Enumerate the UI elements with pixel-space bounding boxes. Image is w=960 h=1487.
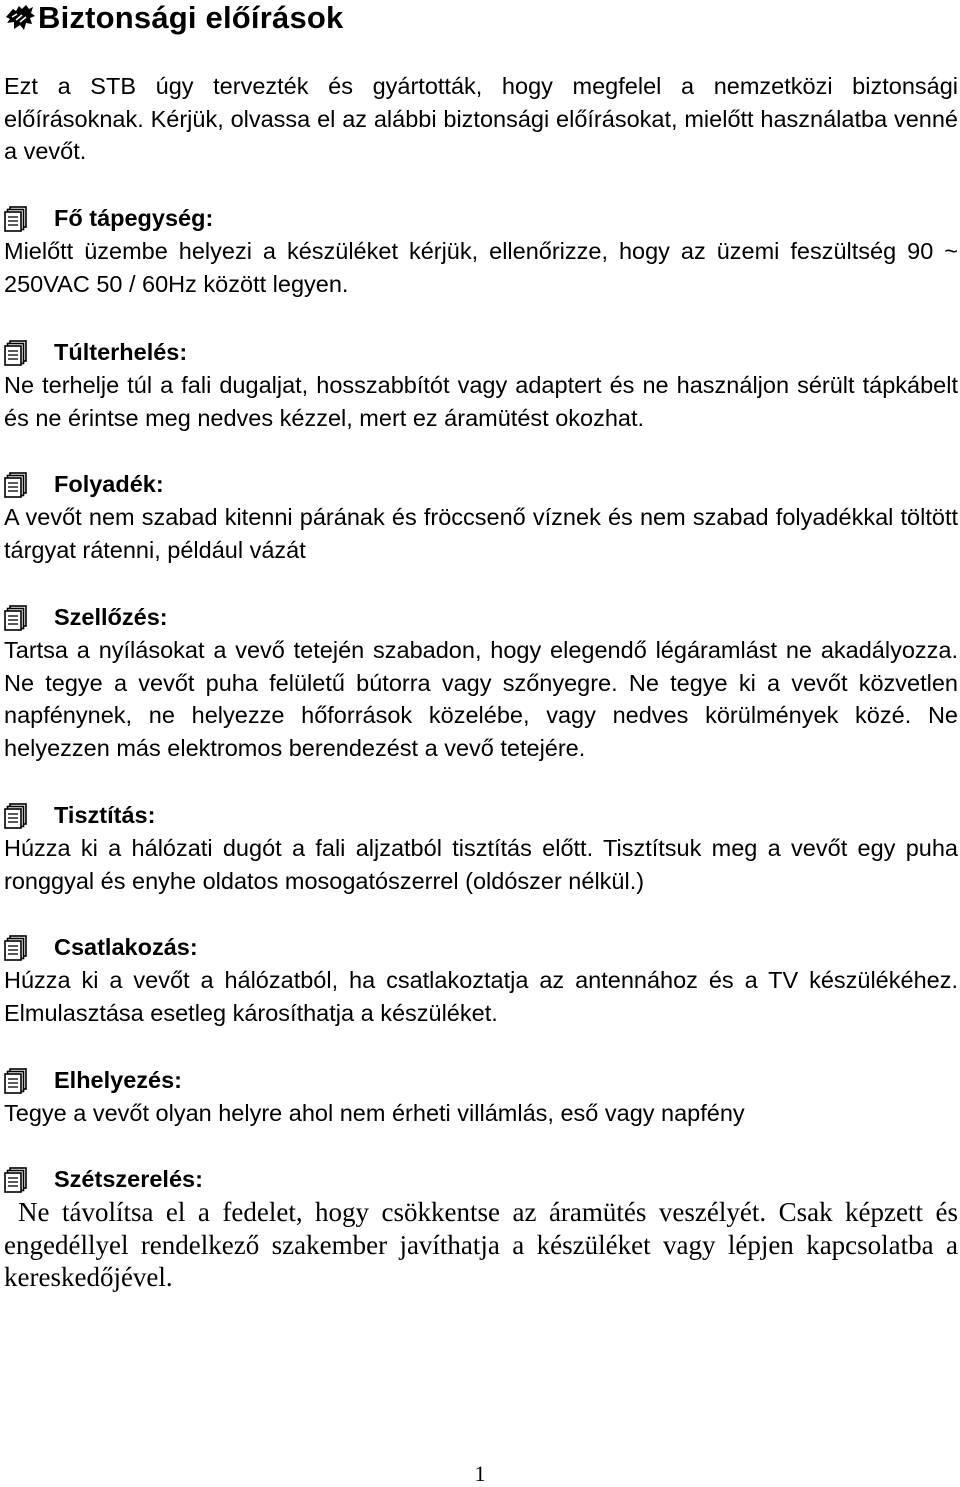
notepad-icon xyxy=(4,1068,28,1094)
notepad-icon xyxy=(4,935,28,961)
section-heading xyxy=(4,336,958,369)
section-heading xyxy=(4,799,958,832)
title-text: Biztonsági előírások xyxy=(38,0,344,35)
section-text: Ne távolítsa el a fedelet, hogy csökkentse az áramütés veszélyét. Csak képzett és engedéllyel rendelkező szakember javíthatja a készüléket vagy lépjen kapcsolatba a kereskedőjével. xyxy=(4,1197,958,1293)
section-text: Mielőtt üzembe helyezi a készüléket kérjük, ellenőrizze, hogy az üzemi feszültség 90 ~ 250VAC 50 / 60Hz között legyen. xyxy=(4,238,958,297)
notepad-icon xyxy=(4,206,28,232)
section-connection xyxy=(4,931,958,1029)
section-text: Húzza ki a vevőt a hálózatból, ha csatlakoztatja az antennához és a TV készülékéhez. Elmulasztása esetleg károsíthatja a készüléket. xyxy=(4,967,958,1026)
notepad-icon xyxy=(4,803,28,829)
page-title xyxy=(4,0,343,36)
notepad-icon xyxy=(4,605,28,631)
section-placement xyxy=(4,1064,958,1130)
section-heading xyxy=(4,601,958,634)
hand-icon xyxy=(4,3,36,33)
section-heading-text: Túlterhelés: xyxy=(54,339,188,365)
section-ventilation xyxy=(4,601,958,764)
section-heading-text: Csatlakozás: xyxy=(54,934,198,960)
section-text: Ne terhelje túl a fali dugaljat, hosszabbítót vagy adaptert és ne használjon sérült tápkábelt és ne érintse meg nedves kézzel, mert ez áramütést okozhat. xyxy=(4,372,958,431)
section-heading xyxy=(4,931,958,964)
section-text: Húzza ki a hálózati dugót a fali aljzatból tisztítás előtt. Tisztítsuk meg a vevőt egy puha ronggyal és enyhe oldatos mosogatószerrel (oldószer nélkül.) xyxy=(4,835,958,894)
section-heading xyxy=(4,1163,958,1196)
notepad-icon xyxy=(4,340,28,366)
section-heading xyxy=(4,1064,958,1097)
section-text: Tegye a vevőt olyan helyre ahol nem érheti villámlás, eső vagy napfény xyxy=(4,1100,745,1126)
section-heading-text: Szellőzés: xyxy=(54,604,168,630)
section-cleaning xyxy=(4,799,958,897)
section-heading-text: Elhelyezés: xyxy=(54,1067,183,1093)
section-text: Tartsa a nyílásokat a vevő tetején szabadon, hogy elegendő légáramlást ne akadályozza. Ne tegye a vevőt puha felületű bútorra vagy szőnyegre. Ne tegye ki a vevőt közvetlen napfénynek, ne helyezze hőforrások közelébe, vagy nedves körülmények közé. Ne helyezzen más elektromos berendezést a vevő tetejére. xyxy=(4,637,958,761)
section-heading-text: Szétszerelés: xyxy=(54,1166,203,1192)
section-heading-text: Folyadék: xyxy=(54,471,164,497)
page-number: 1 xyxy=(474,1461,486,1486)
intro-paragraph: Ezt a STB úgy tervezték és gyártották, hogy megfelel a nemzetközi biztonsági előírásoknak. Kérjük, olvassa el az alábbi biztonsági előírásokat, mielőtt használatba venné a vevőt. xyxy=(4,73,958,165)
section-heading xyxy=(4,202,958,235)
section-disassembly xyxy=(4,1163,958,1294)
section-heading-text: Tisztítás: xyxy=(54,802,156,828)
notepad-icon xyxy=(4,1167,28,1193)
notepad-icon xyxy=(4,472,28,498)
section-liquid xyxy=(4,468,958,566)
section-heading xyxy=(4,468,958,501)
section-power xyxy=(4,202,958,300)
section-text: A vevőt nem szabad kitenni párának és fröccsenő víznek és nem szabad folyadékkal töltött tárgyat rátenni, például vázát xyxy=(4,504,958,563)
section-overload xyxy=(4,336,958,434)
section-heading-text: Fő tápegység: xyxy=(54,205,214,231)
